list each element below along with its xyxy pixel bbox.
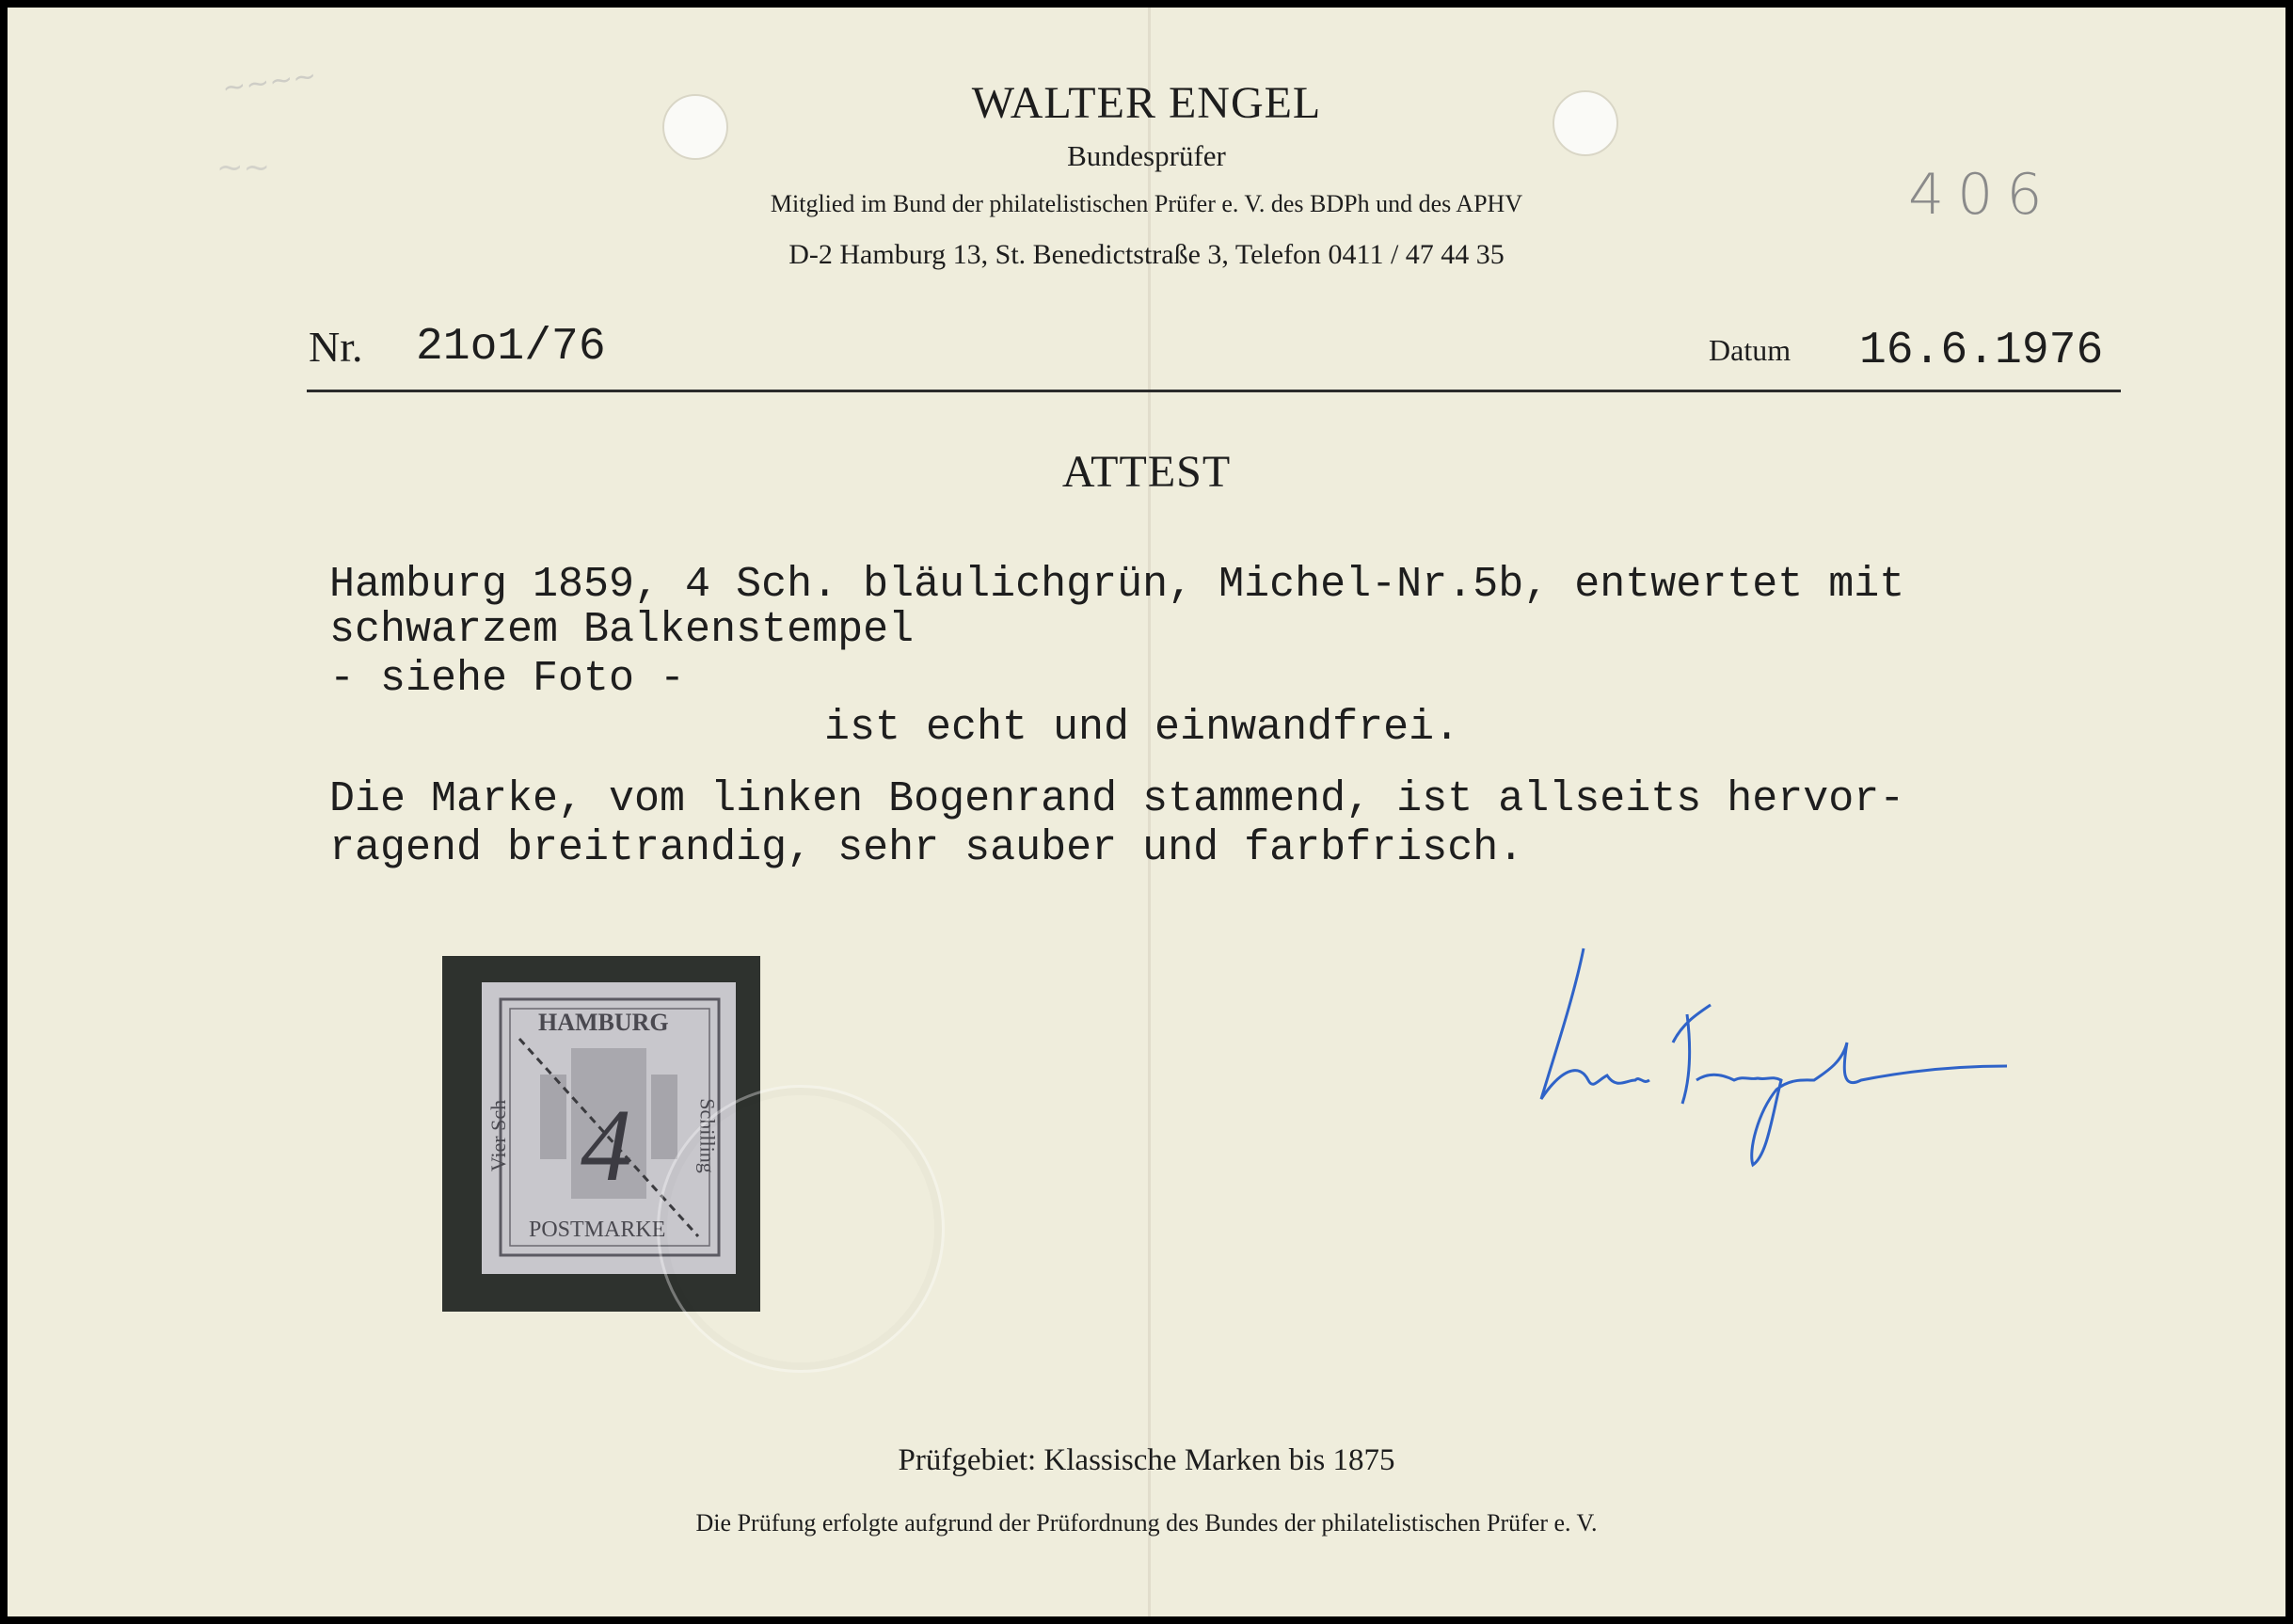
nr-label: Nr. (309, 323, 363, 371)
pencil-scribble: ~~~~ (220, 59, 319, 105)
stamp-value: 4 (581, 1088, 632, 1202)
datum-value: 16.6.1976 (1859, 326, 2104, 376)
stamp-left-text: Vier Sch (486, 1099, 511, 1172)
embossed-seal (657, 1085, 945, 1373)
attest-line-2: schwarzem Balkenstempel (329, 606, 915, 654)
attest-line-5: Die Marke, vom linken Bogenrand stammend, ist allseits hervor- (329, 775, 1905, 823)
pencil-number: 406 (1908, 162, 2056, 228)
footer-note: Die Prüfung erfolgte aufgrund der Prüfordnung des Bundes der philatelistischen Prüfer e. V. (695, 1509, 1598, 1536)
signature (1532, 939, 2059, 1184)
stamp-bottom-text: POSTMARKE (529, 1218, 666, 1242)
attest-heading: ATTEST (1061, 447, 1232, 497)
footer-scope: Prüfgebiet: Klassische Marken bis 1875 (898, 1443, 1395, 1477)
datum-label: Datum (1709, 333, 1791, 367)
nr-value: 21o1/76 (416, 322, 606, 373)
address-line: D-2 Hamburg 13, St. Benedictstraße 3, Telefon 0411 / 47 44 35 (788, 239, 1505, 270)
attest-line-4: ist echt und einwandfrei. (824, 704, 1460, 752)
membership-line: Mitglied im Bund der philatelistischen Prüfer e. V. des BDPh und des APHV (770, 190, 1523, 217)
examiner-name: WALTER ENGEL (971, 78, 1322, 128)
header-rule (307, 390, 2121, 392)
attest-line-6: ragend breitrandig, sehr sauber und farbfrisch. (329, 824, 1524, 872)
examiner-title: Bundesprüfer (1067, 139, 1226, 172)
stamp-right-text: Schilling (695, 1098, 720, 1173)
stamp-top-text: HAMBURG (538, 1009, 669, 1036)
certificate-page (8, 8, 2285, 1616)
attest-line-3: - siehe Foto - (329, 655, 686, 703)
attest-line-1: Hamburg 1859, 4 Sch. bläulichgrün, Michel-Nr.5b, entwertet mit (329, 561, 1905, 609)
pencil-scribble-2: ~~ (216, 149, 270, 186)
